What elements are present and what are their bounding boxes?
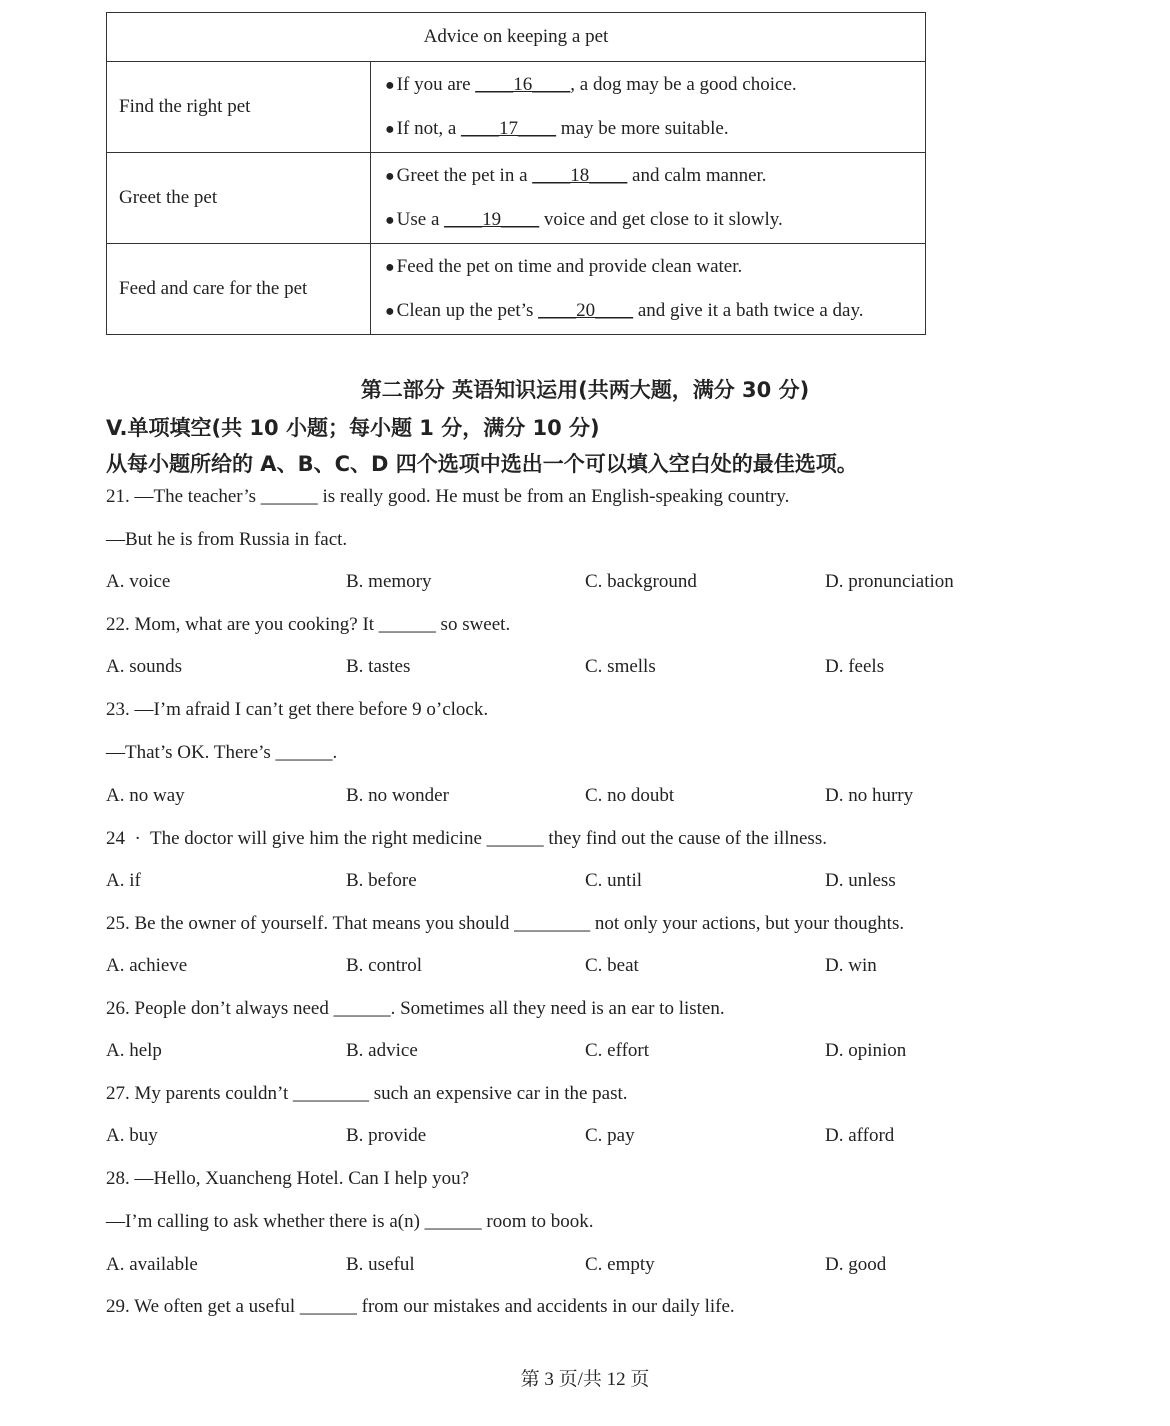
bullet-dot-icon: ● — [385, 168, 395, 185]
option-a: A. achieve — [106, 955, 188, 976]
table-row — [107, 62, 926, 153]
row-label: Greet the pet — [107, 153, 371, 244]
option-c: C. empty — [585, 1254, 655, 1275]
table-title: Advice on keeping a pet — [107, 13, 926, 62]
bullet-dot-icon: ● — [385, 77, 395, 94]
bullet-dot-icon: ● — [385, 212, 395, 229]
row-label: Find the right pet — [107, 62, 371, 153]
option-d: D. afford — [825, 1125, 895, 1146]
page-footer: 第 3 页/共 12 页 — [520, 1369, 650, 1390]
option-a: A. voice — [106, 571, 171, 592]
blank-19: ____19____ — [444, 209, 540, 230]
bullet-text: , a dog may be a good choice. — [570, 74, 797, 95]
question-26-options — [106, 1040, 1066, 1066]
section-instruction: 从每小题所给的 A、B、C、D 四个选项中选出一个可以填入空白处的最佳选项。 — [106, 452, 858, 476]
question-26-stem: 26. People don’t always need ______. Sometimes all they need is an ear to listen. — [106, 998, 725, 1019]
question-22-stem: 22. Mom, what are you cooking? It ______ so sweet. — [106, 614, 511, 635]
option-c: C. beat — [585, 955, 639, 976]
question-28-reply: —I’m calling to ask whether there is a(n) ______ room to book. — [106, 1211, 594, 1232]
question-24-options — [106, 870, 1066, 896]
option-d: D. no hurry — [825, 785, 914, 806]
blank-16: ____16____ — [475, 74, 571, 95]
option-d: D. pronunciation — [825, 571, 954, 592]
section-title: V.单项填空(共 10 小题；每小题 1 分，满分 10 分) — [106, 416, 600, 440]
bullet-text: If not, a — [396, 118, 462, 139]
bullet-line — [385, 198, 924, 242]
option-d: D. good — [825, 1254, 887, 1275]
option-b: B. useful — [346, 1254, 415, 1275]
question-23-reply: —That’s OK. There’s ______. — [106, 742, 338, 763]
option-a: A. no way — [106, 785, 185, 806]
row-bullets — [371, 244, 926, 335]
bullet-text: and calm manner. — [627, 165, 767, 186]
option-b: B. before — [346, 870, 417, 891]
row-bullets — [371, 153, 926, 244]
bullet-line — [385, 107, 924, 151]
bullet-line — [385, 63, 924, 107]
option-a: A. if — [106, 870, 141, 891]
option-c: C. no doubt — [585, 785, 675, 806]
option-b: B. memory — [346, 571, 432, 592]
question-23-options — [106, 785, 1066, 811]
option-a: A. help — [106, 1040, 162, 1061]
option-d: D. feels — [825, 656, 885, 677]
bullet-text: voice and get close to it slowly. — [539, 209, 783, 230]
option-a: A. available — [106, 1254, 198, 1275]
blank-17: ____17____ — [461, 118, 557, 139]
question-28-stem: 28. —Hello, Xuancheng Hotel. Can I help you? — [106, 1168, 470, 1189]
question-27-stem: 27. My parents couldn’t ________ such an expensive car in the past. — [106, 1083, 628, 1104]
question-29-stem: 29. We often get a useful ______ from our mistakes and accidents in our daily life. — [106, 1296, 735, 1317]
bullet-dot-icon: ● — [385, 259, 395, 276]
question-23-stem: 23. —I’m afraid I can’t get there before 9 o’clock. — [106, 699, 489, 720]
table-row — [107, 244, 926, 335]
blank-18: ____18____ — [532, 165, 628, 186]
question-25-stem: 25. Be the owner of yourself. That means you should ________ not only your actions, but your thoughts. — [106, 913, 905, 934]
option-d: D. opinion — [825, 1040, 907, 1061]
bullet-text: Clean up the pet’s — [396, 300, 539, 321]
question-22-options — [106, 656, 1066, 682]
option-c: C. pay — [585, 1125, 635, 1146]
bullet-text: may be more suitable. — [556, 118, 729, 139]
question-28-options — [106, 1254, 1066, 1280]
pet-advice-table — [106, 12, 926, 335]
question-21-reply: —But he is from Russia in fact. — [106, 529, 348, 550]
table-row — [107, 153, 926, 244]
option-c: C. effort — [585, 1040, 650, 1061]
blank-20: ____20____ — [538, 300, 634, 321]
row-bullets — [371, 62, 926, 153]
option-b: B. control — [346, 955, 422, 976]
bullet-dot-icon: ● — [385, 121, 395, 138]
bullet-line — [385, 245, 924, 289]
option-b: B. no wonder — [346, 785, 449, 806]
question-21-stem: 21. —The teacher’s ______ is really good. He must be from an English-speaking country. — [106, 486, 790, 507]
bullet-text: Greet the pet in a — [396, 165, 533, 186]
option-b: B. advice — [346, 1040, 418, 1061]
option-a: A. sounds — [106, 656, 183, 677]
question-27-options — [106, 1125, 1066, 1151]
question-21-options — [106, 571, 1066, 597]
bullet-line — [385, 154, 924, 198]
bullet-text: Use a — [396, 209, 445, 230]
option-c: C. background — [585, 571, 697, 592]
option-d: D. win — [825, 955, 877, 976]
option-c: C. smells — [585, 656, 656, 677]
row-label: Feed and care for the pet — [107, 244, 371, 335]
bullet-text: and give it a bath twice a day. — [633, 300, 864, 321]
option-c: C. until — [585, 870, 643, 891]
option-b: B. provide — [346, 1125, 427, 1146]
option-d: D. unless — [825, 870, 896, 891]
bullet-line — [385, 289, 924, 333]
option-b: B. tastes — [346, 656, 411, 677]
bullet-text: Feed the pet on time and provide clean water. — [396, 256, 743, 277]
bullet-dot-icon: ● — [385, 303, 395, 320]
question-24-stem: 24 · The doctor will give him the right medicine ______ they find out the cause of the illness. — [106, 828, 827, 849]
option-a: A. buy — [106, 1125, 158, 1146]
question-25-options — [106, 955, 1066, 981]
part-title: 第二部分 英语知识运用(共两大题，满分 30 分) — [360, 378, 810, 402]
bullet-text: If you are — [396, 74, 476, 95]
